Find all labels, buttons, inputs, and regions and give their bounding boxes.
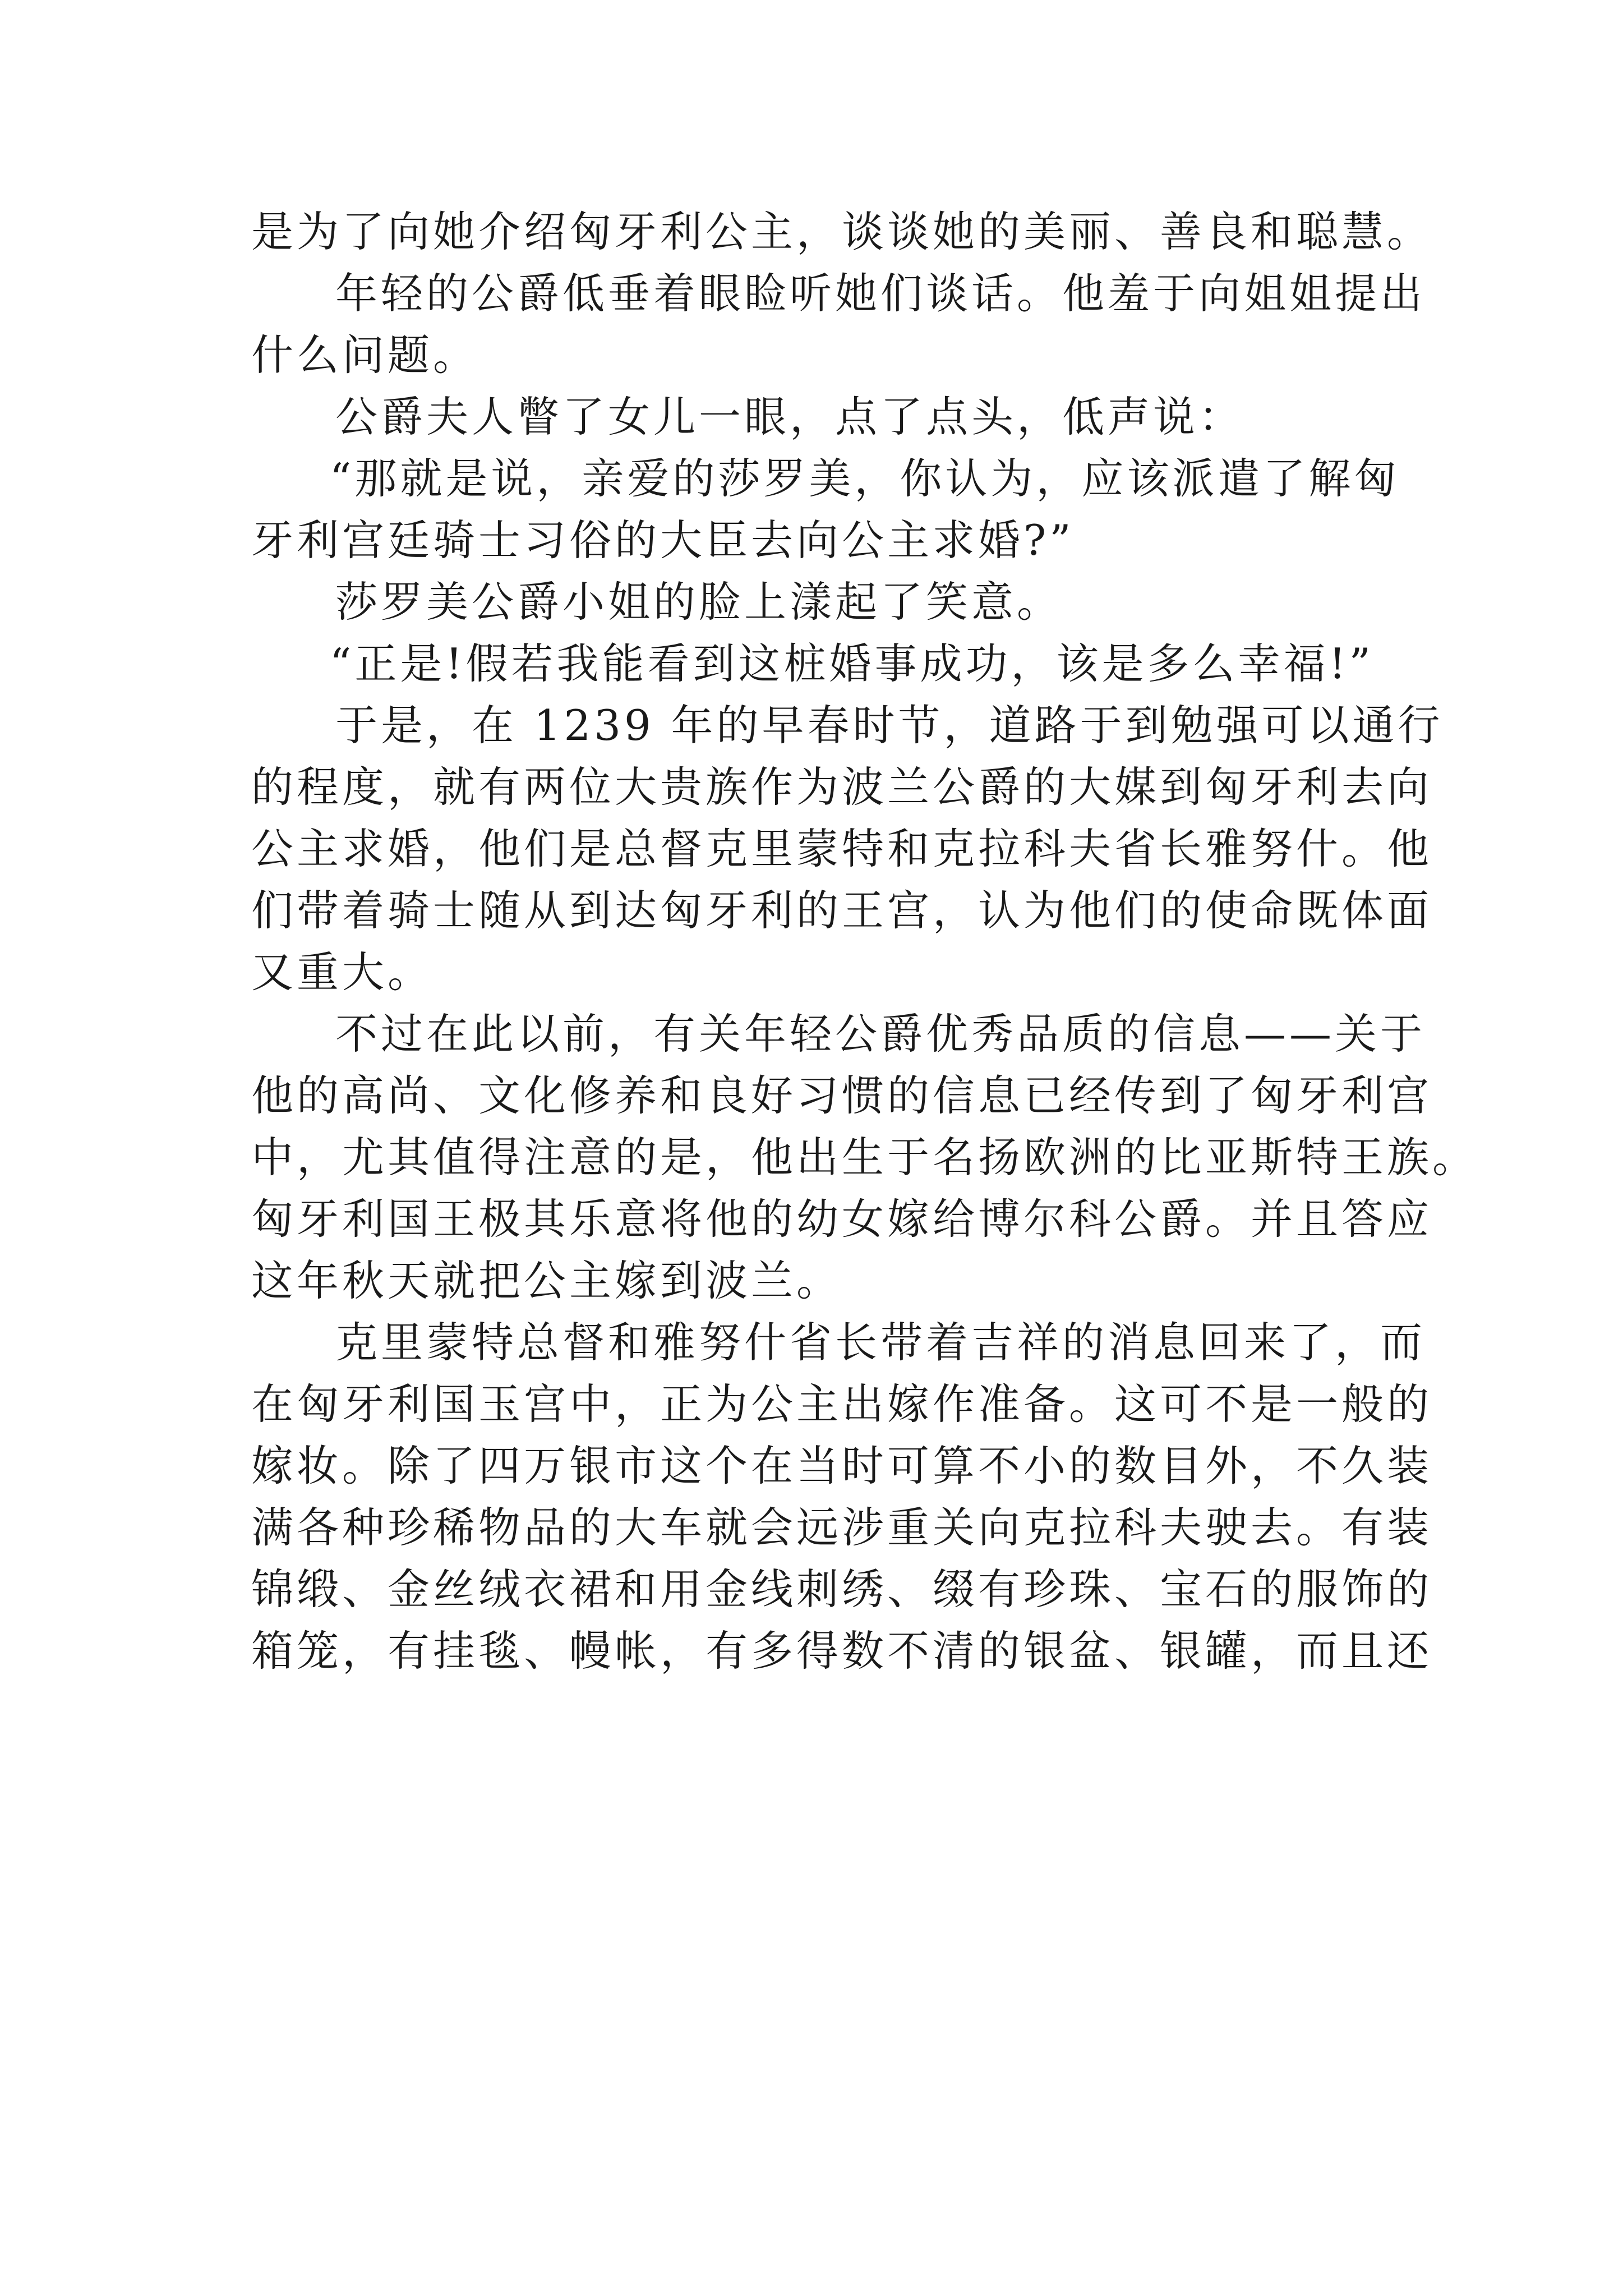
text-line: 莎罗美公爵小姐的脸上漾起了笑意。 xyxy=(335,577,1063,627)
text-line: 克里蒙特总督和雅努什省长带着吉祥的消息回来了，而 xyxy=(335,1318,1426,1367)
text-line: 什么问题。 xyxy=(251,330,479,380)
text-line: 们带着骑士随从到达匈牙利的王宫，认为他们的使命既体面 xyxy=(251,886,1433,935)
text-line: 中，尤其值得注意的是，他出生于名扬欧洲的比亚斯特王族。 xyxy=(251,1133,1478,1182)
text-line: 又重大。 xyxy=(251,947,434,997)
text-line: 于是，在 1239 年的早春时节，道路于到勉强可以通行 xyxy=(335,701,1444,750)
text-line: 满各种珍稀物品的大车就会远涉重关向克拉科夫驶去。有装 xyxy=(251,1503,1433,1552)
text-line: 不过在此以前，有关年轻公爵优秀品质的信息——关于 xyxy=(335,1009,1426,1059)
text-line: 他的高尚、文化修养和良好习惯的信息已经传到了匈牙利宫 xyxy=(251,1071,1433,1120)
text-line: 在匈牙利国玉宫中，正为公主出嫁作准备。这可不是一般的 xyxy=(251,1379,1433,1429)
text-line: 箱笼，有挂毯、幔帐，有多得数不清的银盆、银罐，而且还 xyxy=(251,1626,1433,1676)
text-line: 这年秋天就把公主嫁到波兰。 xyxy=(251,1256,842,1305)
text-line: “那就是说，亲爱的莎罗美，你认为，应该派遣了解匈 xyxy=(330,454,1400,503)
text-line: 公爵夫人瞥了女儿一眼，点了点头，低声说： xyxy=(335,392,1244,441)
text-line: 是为了向她介绍匈牙利公主，谈谈她的美丽、善良和聪慧。 xyxy=(251,207,1433,256)
text-line: 匈牙利国王极其乐意将他的幼女嫁给博尔科公爵。并且答应 xyxy=(251,1194,1433,1244)
text-line: 锦缎、金丝绒衣裙和用金线刺绣、缀有珍珠、宝石的服饰的 xyxy=(251,1565,1433,1614)
text-line: 年轻的公爵低垂着眼睑听她们谈话。他羞于向姐姐提出 xyxy=(335,269,1426,318)
text-line: 嫁妆。除了四万银市这个在当时可算不小的数目外，不久装 xyxy=(251,1441,1433,1490)
text-line: “正是!假若我能看到这桩婚事成功，该是多么幸福!” xyxy=(330,639,1374,688)
text-line: 牙利宫廷骑士习俗的大臣去向公主求婚?” xyxy=(251,516,1075,565)
text-line: 公主求婚，他们是总督克里蒙特和克拉科夫省长雅努什。他 xyxy=(251,824,1433,873)
body-text xyxy=(251,203,1478,1684)
text-line: 的程度，就有两位大贵族作为波兰公爵的大媒到匈牙利去向 xyxy=(251,762,1433,812)
